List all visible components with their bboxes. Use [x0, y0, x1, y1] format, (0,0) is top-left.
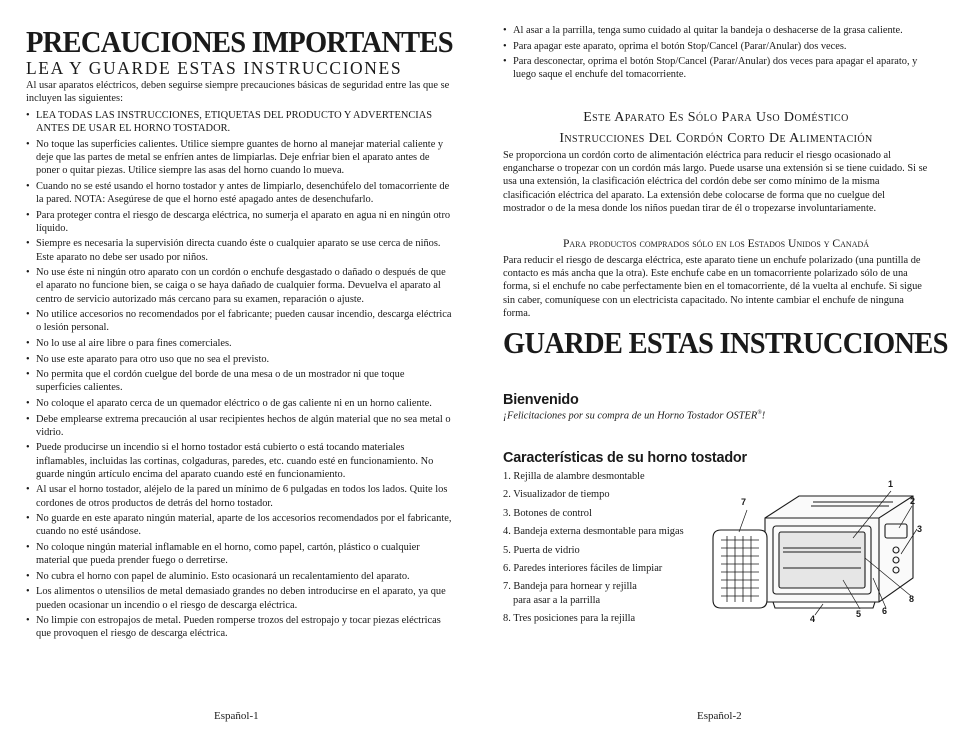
list-item: • Debe emplearse extrema precaución al usar recipientes hechos de algún material que no sea metal o vidrio. — [26, 413, 452, 439]
short-cord-paragraph: Se proporciona un cordón corto de alimentación eléctrica para reducir el riesgo ocasionado al engancharse o tropezar con un cordón más largo. Puede usarse una extensión si se tiene cuidado. Si se usa una extensión, la clasificación eléctrica del cordón debe ser como mínimo de la misma clasificación eléctrica del aparato. La extensión debe colocarse de forma que no cuelgue del mostrador o de la mesa donde los niños puedan tirar de él o tropezarse involuntariamente. — [503, 150, 928, 214]
list-item: • No use este aparato para otro uso que no sea el previsto. — [26, 353, 452, 366]
feature-label: 2. Visualizador de tiempo — [503, 489, 610, 501]
features-list — [503, 470, 713, 630]
precautions-list — [26, 109, 452, 643]
list-item — [503, 580, 713, 606]
features-heading: Características de su horno tostador — [503, 450, 747, 466]
domestic-use-heading: Este Aparato Es Sólo Para Uso Doméstico — [583, 110, 849, 125]
list-item: • No toque las superficies calientes. Utilice siempre guantes de horno al manejar material caliente y deje que las partes de metal se enfríen antes de limpiarlas. Deje enfriar bien el aparato antes de poner o quitar piezas. Utilice siempre las asas del horno cuando lo mueva. — [26, 138, 452, 178]
callout-8: 8 — [909, 594, 915, 604]
list-item — [503, 470, 713, 483]
feature-label: 3. Botones de control — [503, 507, 592, 519]
list-item: • No use éste ni ningún otro aparato con un cordón o enchufe desgastado o dañado o después de que el aparato no funcione bien, se caiga o se haya dañado de cualquier forma. Devuelva el aparato al centro de servicio autorizado más cercano para su examen, reparación o ajuste. — [26, 266, 452, 306]
welcome-text-end: ! — [761, 410, 766, 422]
list-item: • Para apagar este aparato, oprima el botón Stop/Cancel (Parar/Anular) dos veces. — [503, 40, 929, 53]
toaster-oven-diagram — [703, 478, 929, 628]
callout-5: 5 — [856, 609, 862, 619]
welcome-heading: Bienvenido — [503, 392, 579, 408]
save-instructions-title: GUARDE ESTAS INSTRUCCIONES — [503, 325, 948, 360]
list-item — [503, 488, 713, 501]
list-item — [503, 562, 713, 575]
callout-4: 4 — [810, 614, 816, 624]
feature-label: 5. Puerta de vidrio — [503, 544, 580, 556]
feature-label: 7. Bandeja para hornear y rejilla — [503, 581, 637, 593]
callout-6: 6 — [882, 606, 888, 616]
precautions-list-continued — [503, 24, 929, 84]
callout-7: 7 — [741, 497, 747, 507]
list-item: • LEA TODAS LAS INSTRUCCIONES, ETIQUETAS DEL PRODUCTO Y ADVERTENCIAS ANTES DE USAR EL HORNO TOSTADOR. — [26, 109, 452, 135]
intro-paragraph: Al usar aparatos eléctricos, deben seguirse siempre precauciones básicas de seguridad entre las que se incluyen las siguientes: — [26, 80, 450, 105]
list-item — [503, 507, 713, 520]
list-item: • Para desconectar, oprima el botón Stop/Cancel (Parar/Anular) dos veces para apagar el aparato, y luego saque el enchufe del tomacorriente. — [503, 55, 929, 81]
callout-2: 2 — [910, 496, 916, 506]
list-item: • No coloque el aparato cerca de un quemador eléctrico o de gas caliente ni en un horno caliente. — [26, 397, 452, 410]
welcome-text — [503, 410, 765, 421]
polarized-plug-paragraph: Para reducir el riesgo de descarga eléctrica, este aparato tiene un enchufe polarizado (una puntilla de contacto es más ancha que la otra). Este enchufe cabe en un tomacorriente polarizado sólo de una forma, si el enchufe no cabe perfectamente bien en el tomacorriente, dé la vuelta al enchufe. Si sigue sin caber, comuníquese con un electricista capacitado. No intente cambiar el enchufe de ninguna forma. — [503, 255, 922, 319]
feature-label: 6. Paredes interiores fáciles de limpiar — [503, 562, 663, 574]
page-number-left: Español-1 — [214, 710, 259, 722]
callout-1: 1 — [888, 479, 894, 489]
list-item: • Al asar a la parrilla, tenga sumo cuidado al quitar la bandeja o deshacerse de la grasa caliente. — [503, 24, 929, 37]
list-item: • No cubra el horno con papel de aluminio. Esto ocasionará un recalentamiento del aparato. — [26, 570, 452, 583]
welcome-text-main: ¡Felicitaciones por su compra de un Horno Tostador OSTER — [503, 410, 758, 422]
page-title: PRECAUCIONES IMPORTANTES — [26, 24, 453, 59]
us-canada-heading: Para productos comprados sólo en los Estados Unidos y Canadá — [562, 237, 870, 250]
list-item: • No guarde en este aparato ningún material, aparte de los accesorios recomendados por el fabricante, cuando no esté usándose. — [26, 512, 452, 538]
list-item: • Puede producirse un incendio si el horno tostador está cubierto o está tocando materiales inflamables, incluidas las cortinas, colgaduras, paredes, etc. cuando esté en funcionamiento. No guarde ningún artículo encima del aparato cuando esté en funcionamiento. — [26, 441, 452, 481]
list-item — [503, 525, 713, 538]
short-cord-heading: Instrucciones Del Cordón Corto De Alimentación — [559, 131, 873, 146]
registered-mark: ® — [757, 410, 762, 416]
list-item: • No utilice accesorios no recomendados por el fabricante; pueden causar incendio, descarga eléctrica o lesión personal. — [26, 308, 452, 334]
list-item — [503, 544, 713, 557]
list-item: • Cuando no se esté usando el horno tostador y antes de limpiarlo, desenchúfelo del tomacorriente de la pared. NOTA: Asegúrese de que el horno esté apagado antes de desenchufarlo. — [26, 180, 452, 206]
feature-label-continued: para asar a la parrilla — [513, 594, 601, 606]
list-item: • Los alimentos o utensilios de metal demasiado grandes no deben introducirse en el aparato, ya que pueden ocasionar un incendio o el riesgo de descarga eléctrica. — [26, 585, 452, 611]
list-item: • No lo use al aire libre o para fines comerciales. — [26, 337, 452, 350]
list-item: • Al usar el horno tostador, aléjelo de la pared un mínimo de 6 pulgadas en todos los lados. Quite los cordones de otros productos de detrás del horno tostador. — [26, 483, 452, 509]
list-item: • No permita que el cordón cuelgue del borde de una mesa o de un mostrador ni que toque superficies calientes. — [26, 368, 452, 394]
list-item: • No limpie con estropajos de metal. Pueden romperse trozos del estropajo y tocar piezas eléctricas que provoquen el riesgo de descarga eléctrica. — [26, 614, 452, 640]
page-number-right: Español-2 — [697, 710, 742, 722]
list-item: • Para proteger contra el riesgo de descarga eléctrica, no sumerja el aparato en agua ni en ningún otro líquido. — [26, 209, 452, 235]
list-item — [503, 612, 713, 625]
callout-3: 3 — [917, 524, 923, 534]
feature-label: 4. Bandeja externa desmontable para migas — [503, 526, 684, 538]
page-subtitle: LEA Y GUARDE ESTAS INSTRUCCIONES — [26, 58, 403, 78]
feature-label: 8. Tres posiciones para la rejilla — [503, 612, 636, 624]
list-item: • Siempre es necesaria la supervisión directa cuando éste o cualquier aparato se use cerca de niños. Este aparato no debe ser usado por niños. — [26, 237, 452, 263]
list-item: • No coloque ningún material inflamable en el horno, como papel, cartón, plástico o cualquier material que pueda prender fuego o derretirse. — [26, 541, 452, 567]
feature-label: 1. Rejilla de alambre desmontable — [503, 471, 645, 482]
